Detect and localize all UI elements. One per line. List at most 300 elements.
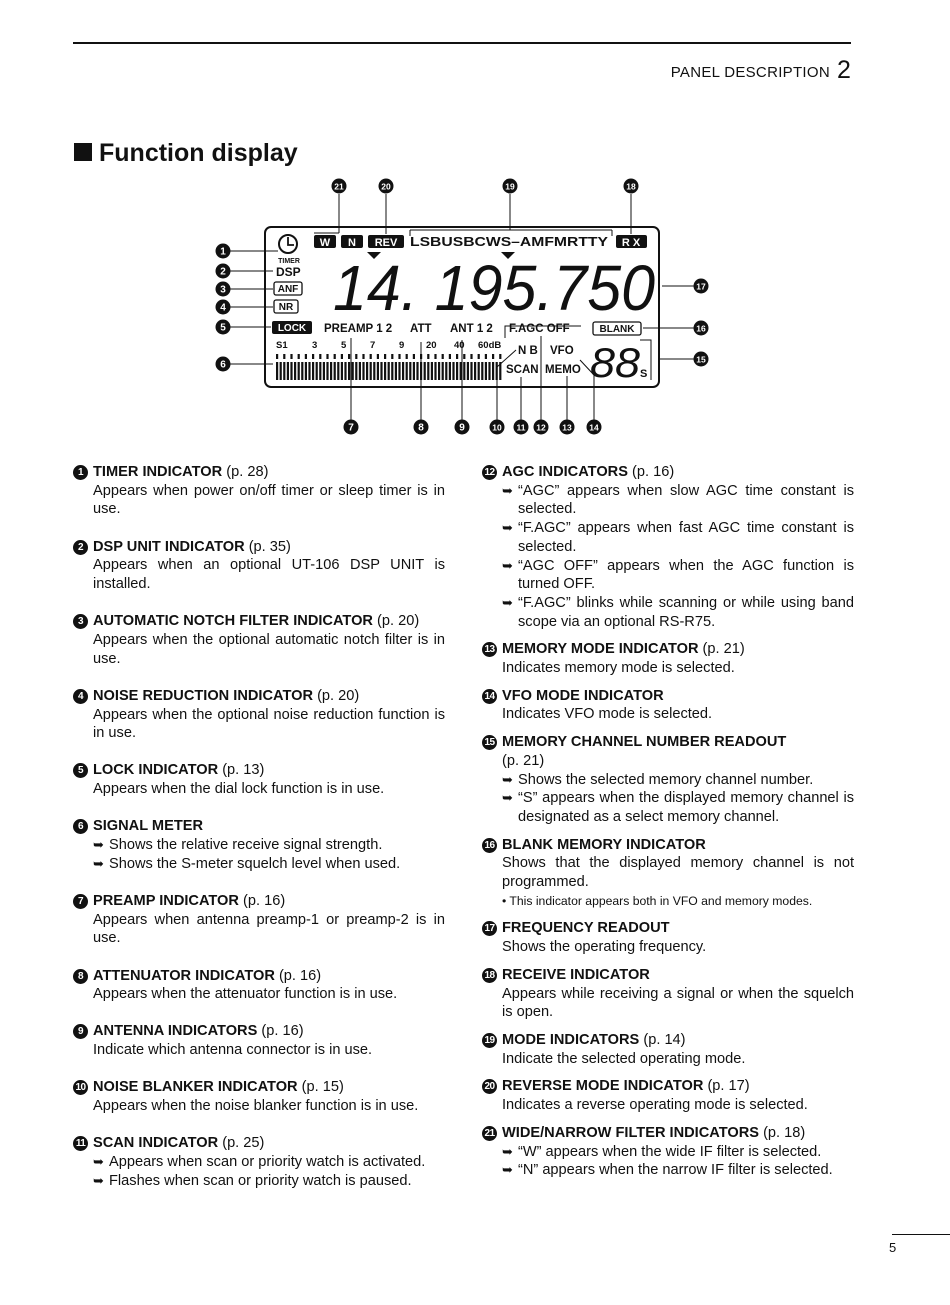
meter-peak-bar bbox=[398, 354, 400, 359]
item-bullet bbox=[502, 557, 854, 594]
select-s: S bbox=[640, 368, 648, 380]
item-text: Indicates a reverse operating mode is selected. bbox=[502, 1097, 808, 1114]
item-number-badge: 20 bbox=[482, 1079, 497, 1094]
meter-bar bbox=[488, 362, 490, 380]
description-item bbox=[482, 640, 854, 677]
item-title: NOISE BLANKER INDICATOR bbox=[93, 1079, 298, 1096]
callout-number: 18 bbox=[626, 181, 636, 192]
callout-number: 1 bbox=[220, 246, 226, 258]
arrow-icon: ➥ bbox=[502, 1143, 513, 1159]
callout-number: 7 bbox=[348, 422, 354, 434]
item-heading bbox=[93, 1022, 445, 1041]
meter-peak-bar bbox=[326, 354, 328, 359]
item-text: Shows that the displayed memory channel is not programmed. bbox=[502, 855, 854, 891]
agc-label: F.AGC OFF bbox=[509, 323, 570, 335]
meter-bar bbox=[308, 362, 310, 380]
meter-bar bbox=[478, 362, 480, 380]
item-heading bbox=[502, 640, 854, 659]
item-bullet bbox=[502, 1143, 854, 1162]
nr-label: NR bbox=[278, 302, 294, 313]
item-bullet-text: “W” appears when the wide IF filter is selected. bbox=[518, 1143, 822, 1160]
item-bullet bbox=[93, 1153, 445, 1172]
meter-bar bbox=[434, 362, 436, 380]
callout-number: 3 bbox=[220, 284, 226, 296]
item-bullet-text: Appears when scan or priority watch is activated. bbox=[109, 1153, 426, 1170]
meter-bar bbox=[449, 362, 451, 380]
meter-peak-bar bbox=[463, 354, 465, 359]
description-item bbox=[73, 761, 445, 798]
meter-peak-bar bbox=[384, 354, 386, 359]
meter-peak-bar bbox=[442, 354, 444, 359]
meter-peak-bar bbox=[413, 354, 415, 359]
scale-5: 5 bbox=[341, 340, 347, 351]
description-item bbox=[482, 1124, 854, 1180]
arrow-icon: ➥ bbox=[502, 771, 513, 787]
arrow-icon: ➥ bbox=[502, 520, 513, 536]
meter-peak-bar bbox=[434, 354, 436, 359]
arrow-icon: ➥ bbox=[93, 1172, 104, 1188]
meter-peak-bar bbox=[283, 354, 285, 359]
meter-bar bbox=[366, 362, 368, 380]
meter-bar bbox=[287, 362, 289, 380]
item-note: • This indicator appears both in VFO and memory modes. bbox=[502, 893, 813, 908]
item-title: TIMER INDICATOR bbox=[93, 464, 223, 480]
vfo-label: VFO bbox=[550, 345, 574, 357]
item-page-ref: (p. 21) bbox=[702, 641, 745, 658]
callout-number: 15 bbox=[696, 354, 706, 365]
meter-peak-bar bbox=[449, 354, 451, 359]
item-bullet bbox=[502, 771, 854, 790]
item-bullet-text: Shows the S-meter squelch level when used. bbox=[109, 855, 401, 872]
item-bullet-text: “N” appears when the narrow IF filter is selected. bbox=[518, 1162, 833, 1179]
item-number-badge: 4 bbox=[73, 689, 88, 704]
meter-bar bbox=[485, 362, 487, 380]
callout-number: 2 bbox=[220, 266, 226, 278]
description-item bbox=[73, 612, 445, 668]
meter-bar bbox=[424, 362, 426, 380]
item-heading bbox=[502, 1077, 854, 1096]
function-display-diagram bbox=[0, 170, 950, 445]
item-page-ref: (p. 16) bbox=[632, 464, 675, 480]
description-item bbox=[73, 892, 445, 948]
meter-bar bbox=[398, 362, 400, 380]
meter-peak-bar bbox=[485, 354, 487, 359]
square-bullet-icon bbox=[74, 143, 92, 161]
item-page-ref: (p. 20) bbox=[317, 687, 360, 704]
item-number-badge: 5 bbox=[73, 763, 88, 778]
meter-bar bbox=[460, 362, 462, 380]
meter-bar bbox=[409, 362, 411, 380]
meter-peak-bar bbox=[334, 354, 336, 359]
meter-bar bbox=[413, 362, 415, 380]
item-page-ref: (p. 17) bbox=[707, 1078, 750, 1095]
scale-7: 7 bbox=[370, 340, 376, 351]
item-text: Indicate which antenna connector is in use. bbox=[93, 1042, 373, 1059]
item-number-badge: 2 bbox=[73, 540, 88, 555]
scale-20: 20 bbox=[426, 340, 437, 351]
meter-bar bbox=[402, 362, 404, 380]
meter-bar bbox=[301, 362, 303, 380]
item-bullet bbox=[93, 836, 445, 855]
callout-number: 10 bbox=[492, 422, 502, 433]
n-indicator: N bbox=[348, 237, 356, 249]
description-item bbox=[73, 1078, 445, 1115]
callout-number: 19 bbox=[505, 181, 515, 192]
item-heading bbox=[93, 761, 445, 780]
arrow-icon: ➥ bbox=[93, 1153, 104, 1169]
item-heading bbox=[93, 687, 445, 706]
item-text: Appears when an optional UT-106 DSP UNIT is installed. bbox=[93, 557, 445, 593]
meter-bar bbox=[280, 362, 282, 380]
item-text: Appears while receiving a signal or when the squelch is open. bbox=[502, 985, 854, 1021]
page-title-text: Function display bbox=[99, 139, 298, 167]
description-item bbox=[73, 817, 445, 873]
meter-bar bbox=[355, 362, 357, 380]
item-number-badge: 19 bbox=[482, 1033, 497, 1048]
item-bullet-text: “S” appears when the displayed memory channel is designated as a select memory channel. bbox=[518, 790, 854, 825]
meter-bar bbox=[276, 362, 278, 380]
meter-peak-bar bbox=[305, 354, 307, 359]
item-heading bbox=[502, 463, 854, 482]
callout-number: 9 bbox=[459, 422, 465, 434]
meter-bar bbox=[294, 362, 296, 380]
att-label: ATT bbox=[410, 323, 432, 335]
meter-bar bbox=[481, 362, 483, 380]
meter-peak-bar bbox=[478, 354, 480, 359]
description-item bbox=[73, 463, 445, 519]
meter-peak-bar bbox=[370, 354, 372, 359]
meter-bar bbox=[298, 362, 300, 380]
meter-bar bbox=[352, 362, 354, 380]
callout-number: 13 bbox=[562, 422, 572, 433]
meter-peak-bar bbox=[348, 354, 350, 359]
item-title: MODE INDICATORS bbox=[502, 1031, 640, 1048]
item-number-badge: 9 bbox=[73, 1024, 88, 1039]
meter-bar bbox=[470, 362, 472, 380]
meter-peak-bar bbox=[499, 354, 501, 359]
description-item bbox=[73, 967, 445, 1004]
meter-bar bbox=[474, 362, 476, 380]
meter-bar bbox=[344, 362, 346, 380]
dsp-label: DSP bbox=[276, 265, 301, 279]
callout-number: 17 bbox=[696, 281, 706, 292]
mode-indicators: LSBUSBCWS–AMFMRTTY bbox=[410, 235, 609, 249]
meter-bar bbox=[319, 362, 321, 380]
meter-bar bbox=[348, 362, 350, 380]
callout-number: 11 bbox=[516, 422, 526, 433]
item-heading bbox=[93, 538, 445, 557]
anf-label: ANF bbox=[277, 284, 299, 295]
item-heading bbox=[502, 687, 854, 706]
meter-bar bbox=[427, 362, 429, 380]
meter-peak-bar bbox=[355, 354, 357, 359]
item-bullet bbox=[502, 594, 854, 631]
meter-peak-bar bbox=[470, 354, 472, 359]
item-title: AUTOMATIC NOTCH FILTER INDICATOR bbox=[93, 613, 373, 630]
arrow-icon: ➥ bbox=[502, 557, 513, 573]
item-text: Appears when power on/off timer or sleep timer is in use. bbox=[93, 482, 445, 518]
item-number-badge: 7 bbox=[73, 894, 88, 909]
item-bullet bbox=[502, 482, 854, 519]
item-title: SCAN INDICATOR bbox=[93, 1135, 219, 1152]
blank-label: BLANK bbox=[599, 324, 635, 335]
item-heading bbox=[502, 919, 854, 938]
arrow-icon: ➥ bbox=[502, 1162, 513, 1178]
item-heading bbox=[93, 463, 445, 482]
item-bullet-text: “AGC OFF” appears when the AGC function is turned OFF. bbox=[518, 557, 854, 593]
item-text: Appears when the dial lock function is in use. bbox=[93, 781, 385, 798]
item-bullet bbox=[502, 1161, 854, 1180]
ant-label: ANT 1 2 bbox=[450, 323, 493, 335]
item-bullet-text: “F.AGC” appears when fast AGC time constant is selected. bbox=[518, 520, 854, 555]
arrow-icon: ➥ bbox=[93, 855, 104, 871]
meter-bar bbox=[467, 362, 469, 380]
item-title: MEMORY CHANNEL NUMBER READOUT bbox=[502, 734, 787, 751]
meter-bar bbox=[316, 362, 318, 380]
meter-bar bbox=[312, 362, 314, 380]
page-number: 5 bbox=[889, 1240, 897, 1255]
item-bullet-text: “AGC” appears when slow AGC time constant is selected. bbox=[518, 482, 854, 518]
callout-number: 8 bbox=[418, 422, 424, 434]
callout-number: 6 bbox=[220, 359, 226, 371]
item-page-ref: (p. 28) bbox=[226, 464, 269, 480]
scale-9: 9 bbox=[399, 340, 405, 351]
meter-bar bbox=[330, 362, 332, 380]
item-text: Appears when the optional automatic notch filter is in use. bbox=[93, 631, 445, 667]
meter-bar bbox=[431, 362, 433, 380]
item-title: RECEIVE INDICATOR bbox=[502, 966, 650, 983]
meter-bar bbox=[377, 362, 379, 380]
meter-bar bbox=[283, 362, 285, 380]
meter-peak-bar bbox=[298, 354, 300, 359]
item-number-badge: 6 bbox=[73, 819, 88, 834]
meter-bar bbox=[442, 362, 444, 380]
bottom-rule bbox=[892, 1234, 950, 1235]
description-item bbox=[482, 463, 854, 631]
meter-bar bbox=[337, 362, 339, 380]
section-number: 2 bbox=[837, 56, 851, 84]
meter-bar bbox=[362, 362, 364, 380]
arrow-icon: ➥ bbox=[502, 790, 513, 806]
item-heading bbox=[93, 892, 445, 911]
description-item bbox=[73, 538, 445, 594]
meter-bar bbox=[452, 362, 454, 380]
memo-label: MEMO bbox=[545, 364, 581, 376]
meter-bar bbox=[406, 362, 408, 380]
item-bullet bbox=[93, 855, 445, 874]
item-heading bbox=[502, 966, 854, 985]
item-page-ref: (p. 20) bbox=[377, 613, 420, 630]
item-text: Indicates VFO mode is selected. bbox=[502, 706, 713, 723]
item-number-badge: 14 bbox=[482, 689, 497, 704]
meter-bar bbox=[290, 362, 292, 380]
top-rule bbox=[73, 42, 851, 44]
item-bullet-text: “F.AGC” blinks while scanning or while using band scope via an optional RS-R75. bbox=[518, 594, 854, 630]
callout-number: 5 bbox=[220, 322, 226, 334]
scale-60db: 60dB bbox=[478, 340, 502, 351]
item-text: Indicates memory mode is selected. bbox=[502, 660, 735, 677]
item-number-badge: 21 bbox=[482, 1126, 497, 1141]
item-heading bbox=[502, 733, 854, 752]
item-page-ref: (p. 16) bbox=[261, 1023, 304, 1040]
description-item bbox=[482, 1077, 854, 1114]
scale-3: 3 bbox=[312, 340, 318, 351]
item-text: Appears when the attenuator function is in use. bbox=[93, 986, 398, 1003]
item-heading bbox=[93, 1134, 445, 1153]
arrow-icon: ➥ bbox=[502, 482, 513, 498]
item-title: ATTENUATOR INDICATOR bbox=[93, 967, 275, 984]
item-title: ANTENNA INDICATORS bbox=[93, 1023, 258, 1040]
meter-bar bbox=[359, 362, 361, 380]
item-page-ref: (p. 14) bbox=[643, 1031, 686, 1048]
meter-bar bbox=[445, 362, 447, 380]
timer-label: TIMER bbox=[278, 258, 300, 265]
meter-peak-bar bbox=[391, 354, 393, 359]
item-text: Appears when the optional noise reduction function is in use. bbox=[93, 706, 445, 742]
meter-bar bbox=[384, 362, 386, 380]
description-item bbox=[73, 1134, 445, 1190]
item-title: REVERSE MODE INDICATOR bbox=[502, 1078, 704, 1095]
meter-peak-bar bbox=[290, 354, 292, 359]
meter-bar bbox=[388, 362, 390, 380]
description-item bbox=[482, 836, 854, 911]
item-number-badge: 13 bbox=[482, 642, 497, 657]
callout-number: 20 bbox=[381, 181, 391, 192]
item-heading bbox=[502, 1031, 854, 1050]
meter-bar bbox=[416, 362, 418, 380]
item-title: WIDE/NARROW FILTER INDICATORS bbox=[502, 1124, 759, 1141]
item-page-ref: (p. 18) bbox=[763, 1124, 806, 1141]
item-bullet bbox=[93, 1172, 445, 1191]
item-title: PREAMP INDICATOR bbox=[93, 892, 239, 909]
meter-bar bbox=[463, 362, 465, 380]
item-heading bbox=[93, 817, 445, 836]
item-bullet bbox=[502, 519, 854, 556]
callout-number: 4 bbox=[220, 302, 226, 314]
section-label: PANEL DESCRIPTION bbox=[670, 64, 830, 81]
frequency-readout: 14. 195.750 bbox=[333, 252, 656, 324]
arrow-icon: ➥ bbox=[93, 837, 104, 853]
item-bullet-text: Shows the selected memory channel number. bbox=[518, 771, 814, 788]
meter-peak-bar bbox=[362, 354, 364, 359]
item-number-badge: 1 bbox=[73, 465, 88, 480]
item-number-badge: 18 bbox=[482, 968, 497, 983]
item-title: NOISE REDUCTION INDICATOR bbox=[93, 687, 313, 704]
item-heading bbox=[502, 836, 854, 855]
description-item bbox=[73, 1022, 445, 1059]
preamp-label: PREAMP 1 2 bbox=[324, 323, 393, 335]
item-page-ref: (p. 13) bbox=[222, 762, 265, 779]
item-text: Shows the operating frequency. bbox=[502, 939, 707, 956]
item-title: FREQUENCY READOUT bbox=[502, 920, 670, 937]
item-bullet-text: Flashes when scan or priority watch is paused. bbox=[109, 1172, 412, 1189]
item-page-ref: (p. 21) bbox=[502, 752, 545, 769]
rx-indicator: R X bbox=[621, 237, 641, 249]
description-item bbox=[482, 733, 854, 827]
item-bullet bbox=[502, 789, 854, 826]
description-item bbox=[73, 687, 445, 743]
w-indicator: W bbox=[319, 237, 331, 249]
description-item bbox=[482, 687, 854, 724]
meter-peak-bar bbox=[456, 354, 458, 359]
item-title: VFO MODE INDICATOR bbox=[502, 687, 664, 704]
item-number-badge: 17 bbox=[482, 921, 497, 936]
item-page-ref: (p. 16) bbox=[278, 967, 322, 984]
meter-bar bbox=[391, 362, 393, 380]
item-number-badge: 11 bbox=[73, 1136, 88, 1151]
meter-bar bbox=[492, 362, 494, 380]
rev-indicator: REV bbox=[374, 237, 398, 249]
item-page-ref: (p. 15) bbox=[301, 1079, 344, 1096]
item-heading bbox=[93, 967, 445, 986]
callout-number: 14 bbox=[589, 422, 599, 433]
item-number-badge: 12 bbox=[482, 465, 497, 480]
item-heading bbox=[502, 1124, 854, 1143]
meter-peak-bar bbox=[427, 354, 429, 359]
meter-peak-bar bbox=[406, 354, 408, 359]
item-number-badge: 8 bbox=[73, 969, 88, 984]
description-item bbox=[482, 1031, 854, 1068]
item-text: Appears when the noise blanker function is in use. bbox=[93, 1098, 419, 1115]
callout-number: 16 bbox=[696, 323, 706, 334]
lock-label: LOCK bbox=[277, 323, 307, 334]
description-item bbox=[482, 966, 854, 1022]
description-column-right bbox=[482, 463, 854, 1189]
callout-number: 12 bbox=[536, 422, 546, 433]
meter-bar bbox=[370, 362, 372, 380]
meter-peak-bar bbox=[319, 354, 321, 359]
item-number-badge: 3 bbox=[73, 614, 88, 629]
scale-s1: S1 bbox=[276, 340, 288, 351]
item-title: MEMORY MODE INDICATOR bbox=[502, 641, 699, 658]
meter-bar bbox=[456, 362, 458, 380]
scale-40: 40 bbox=[454, 340, 465, 351]
meter-peak-bar bbox=[377, 354, 379, 359]
meter-bar bbox=[341, 362, 343, 380]
item-page-ref: (p. 16) bbox=[243, 892, 286, 909]
signal-meter-bars bbox=[276, 354, 501, 380]
item-text: Indicate the selected operating mode. bbox=[502, 1050, 746, 1067]
item-bullet-text: Shows the relative receive signal strength. bbox=[109, 837, 383, 854]
meter-peak-bar bbox=[312, 354, 314, 359]
meter-bar bbox=[380, 362, 382, 380]
item-heading bbox=[93, 612, 445, 631]
item-text: Appears when antenna preamp-1 or preamp-2 is in use. bbox=[93, 911, 445, 947]
meter-peak-bar bbox=[276, 354, 278, 359]
meter-bar bbox=[373, 362, 375, 380]
meter-bar bbox=[438, 362, 440, 380]
description-item bbox=[482, 919, 854, 956]
item-title: AGC INDICATORS bbox=[502, 464, 628, 480]
nb-label: N B bbox=[518, 345, 538, 357]
meter-peak-bar bbox=[492, 354, 494, 359]
item-number-badge: 16 bbox=[482, 838, 497, 853]
item-title: BLANK MEMORY INDICATOR bbox=[502, 836, 706, 853]
item-title: SIGNAL METER bbox=[93, 818, 204, 835]
item-heading bbox=[93, 1078, 445, 1097]
page-title bbox=[74, 139, 298, 168]
item-page-ref: (p. 35) bbox=[248, 538, 291, 555]
channel-readout: 88 bbox=[590, 339, 641, 386]
item-title: DSP UNIT INDICATOR bbox=[93, 538, 245, 555]
arrow-icon: ➥ bbox=[502, 594, 513, 610]
meter-bar bbox=[323, 362, 325, 380]
item-number-badge: 15 bbox=[482, 735, 497, 750]
description-column-left bbox=[73, 463, 445, 1209]
meter-bar bbox=[326, 362, 328, 380]
scan-label: SCAN bbox=[506, 364, 539, 376]
item-title: LOCK INDICATOR bbox=[93, 762, 219, 779]
